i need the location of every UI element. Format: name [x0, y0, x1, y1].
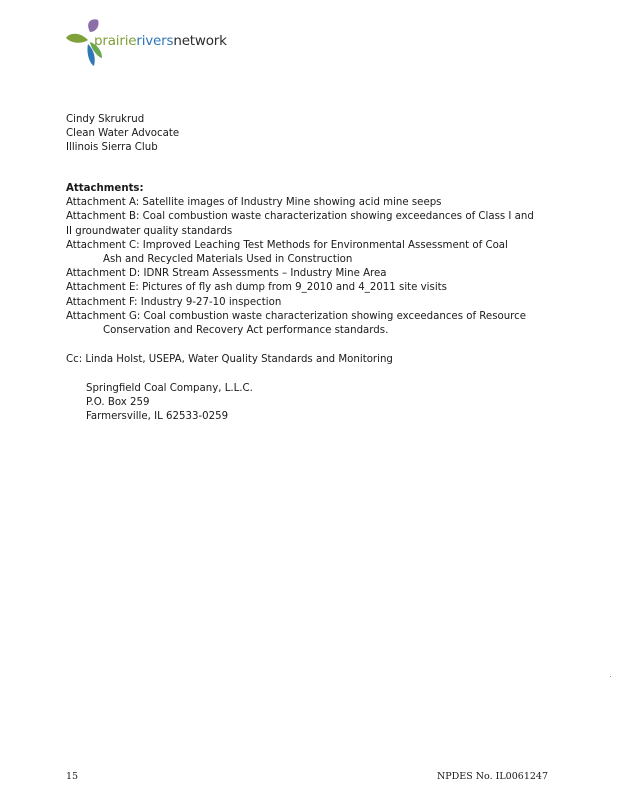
attachment-item: Ash and Recycled Materials Used in Construction [103, 254, 353, 266]
address-city: Farmersville, IL 62533-0259 [86, 411, 229, 423]
attachment-item: II groundwater quality standards [66, 225, 233, 237]
attachment-item: Attachment E: Pictures of fly ash dump from 9_2010 and 4_2011 site visits [66, 282, 447, 294]
attachment-item: Attachment D: IDNR Stream Assessments – Industry Mine Area [66, 268, 387, 280]
attachments-heading: Attachments: [66, 183, 144, 194]
address-po-box: P.O. Box 259 [86, 397, 150, 409]
signature-block [66, 113, 179, 156]
attachment-item: Attachment G: Coal combustion waste characterization showing exceedances of Resource [66, 310, 527, 322]
address-block [86, 382, 253, 425]
page-number: 15 [66, 771, 79, 782]
address-company: Springfield Coal Company, L.L.C. [86, 383, 253, 394]
attachment-item: Attachment B: Coal combustion waste characterization showing exceedances of Class I and [66, 211, 534, 223]
cc-line: Cc: Linda Holst, USEPA, Water Quality Standards and Monitoring [66, 354, 393, 365]
signer-organization: Illinois Sierra Club [66, 142, 158, 154]
logo-wordmark: prairieriversnetwork [94, 33, 227, 49]
signer-title: Clean Water Advocate [66, 128, 180, 140]
signer-name: Cindy Skrukrud [66, 114, 145, 125]
permit-number: NPDES No. IL0061247 [436, 771, 548, 782]
attachment-item: Attachment F: Industry 9-27-10 inspection [66, 296, 282, 308]
prairie-rivers-network-logo [64, 18, 254, 68]
attachment-item: Attachment A: Satellite images of Industry Mine showing acid mine seeps [66, 197, 442, 209]
attachment-item: Attachment C: Improved Leaching Test Methods for Environmental Assessment of Coal [66, 239, 508, 251]
scan-speck [610, 676, 611, 677]
attachment-item: Conservation and Recovery Act performance standards. [103, 325, 389, 337]
attachments-section [66, 182, 534, 338]
